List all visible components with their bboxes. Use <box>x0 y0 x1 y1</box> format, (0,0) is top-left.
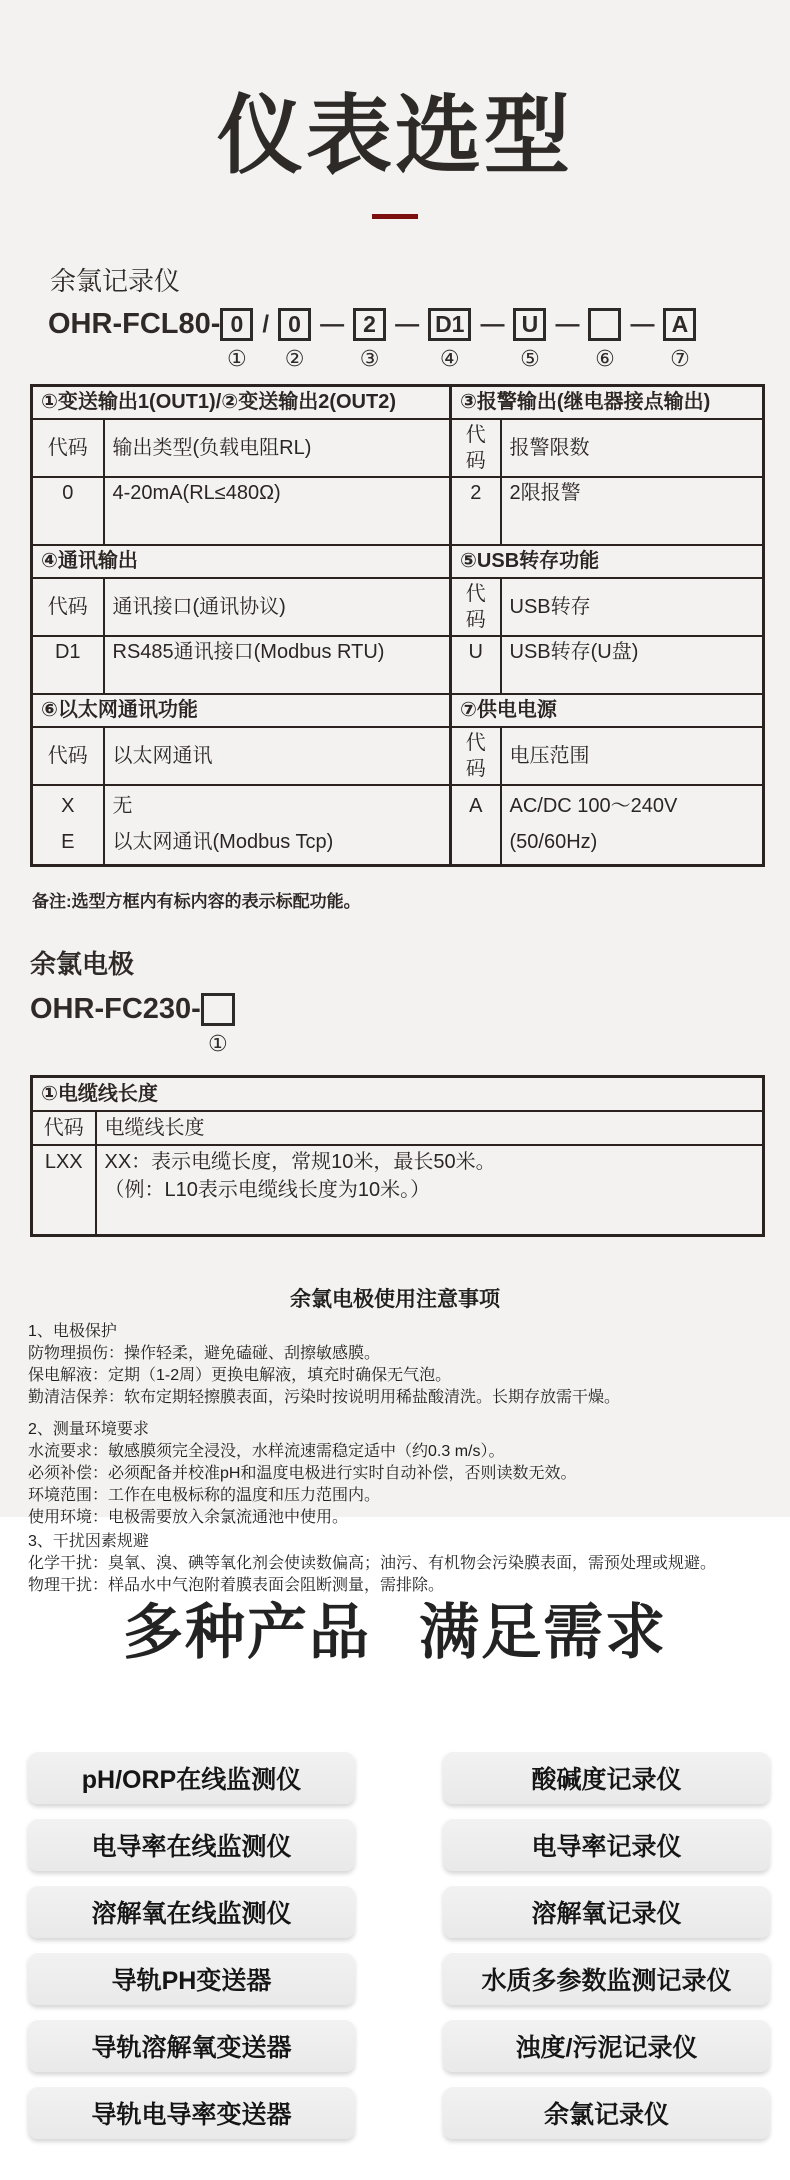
note-line: 环境范围：工作在电极标称的温度和压力范围内。 <box>28 1486 381 1504</box>
table-cell-code <box>451 785 501 866</box>
note-line: 化学干扰：臭氧、溴、碘等氧化剂会使读数偏高；油污、有机物会污染膜表面，需预处理或规避。 <box>28 1554 717 1572</box>
table-cell-code: LXX <box>32 1145 96 1236</box>
desc-e: 以太网通讯(Modbus Tcp) <box>112 830 334 853</box>
model-separator-1: / <box>262 310 270 338</box>
model-box-6 <box>588 308 621 341</box>
recorder-series-label: 余氯记录仪 <box>50 265 181 296</box>
section2-left-col-header: 通讯接口(通讯协议) <box>104 578 451 636</box>
selection-table <box>30 384 765 867</box>
model-separator-6: — <box>630 310 655 338</box>
section1-left-col-header: 输出类型(负载电阻RL) <box>104 419 451 477</box>
product-button-turbidity-recorder[interactable]: 浊度/污泥记录仪 <box>443 2019 770 2072</box>
table-cell-code: D1 <box>32 636 104 694</box>
product-button-rail-ph-transmitter[interactable]: 导轨PH变送器 <box>28 1952 355 2005</box>
products-grid <box>28 1751 762 2139</box>
electrode-series-label: 余氯电极 <box>30 948 135 979</box>
power-line-1: AC/DC 100～240V <box>509 794 678 817</box>
note-line: 保电解液：定期（1-2周）更换电解液，填充时确保无气泡。 <box>28 1366 452 1384</box>
model-index-6: ⑥ <box>595 345 615 371</box>
note-line: 防物理损伤：操作轻柔，避免磕碰、刮擦敏感膜。 <box>28 1344 381 1362</box>
product-button-rail-do-transmitter[interactable]: 导轨溶解氧变送器 <box>28 2019 355 2072</box>
table-cell-desc <box>501 785 764 866</box>
section3-left-col-header: 以太网通讯 <box>104 727 451 785</box>
note-line: 2、测量环境要求 <box>28 1420 149 1438</box>
products-section <box>0 1517 790 2180</box>
model-box-5: U <box>513 308 546 341</box>
model-separator-2: — <box>320 310 345 338</box>
note-line: 3、干扰因素规避 <box>28 1532 149 1550</box>
model-segment-6 <box>588 308 621 370</box>
section3-left-header: ⑥以太网通讯功能 <box>32 694 451 727</box>
note-line: 水流要求：敏感膜须完全浸没，水样流速需稳定适中（约0.3 m/s）。 <box>28 1442 505 1460</box>
code-header: 代码 <box>451 578 501 636</box>
electrode-model-box <box>201 993 235 1026</box>
section1-right-header: ③报警输出(继电器接点输出) <box>451 385 764 419</box>
section2-right-col-header: USB转存 <box>501 578 764 636</box>
table-cell-desc: 4-20mA(RL≤480Ω) <box>104 477 451 545</box>
products-title <box>0 1585 790 1671</box>
model-segment-5 <box>513 308 546 370</box>
code-header: 代码 <box>32 578 104 636</box>
product-button-ph-recorder[interactable]: 酸碱度记录仪 <box>443 1751 770 1804</box>
model-index-3: ③ <box>359 345 380 371</box>
model-index-7: ⑦ <box>670 345 690 371</box>
section1-right-col-header: 报警限数 <box>501 419 764 477</box>
table-cell-desc <box>104 785 451 866</box>
recorder-model-code <box>48 308 790 370</box>
code-header: 代码 <box>32 419 104 477</box>
product-button-dissolved-oxygen-recorder[interactable]: 溶解氧记录仪 <box>443 1885 770 1938</box>
title-underline <box>372 214 418 219</box>
product-button-conductivity-recorder[interactable]: 电导率记录仪 <box>443 1818 770 1871</box>
model-segment-4 <box>428 308 471 370</box>
cable-length-table <box>30 1075 765 1237</box>
model-box-1: 0 <box>220 308 253 341</box>
note-line: 必须补偿：必须配备并校准pH和温度电极进行实时自动补偿，否则读数无效。 <box>28 1464 577 1482</box>
model-segment-7 <box>663 308 696 370</box>
product-button-residual-chlorine-recorder[interactable]: 余氯记录仪 <box>443 2086 770 2139</box>
note-line: 物理干扰：样品水中气泡附着膜表面会阻断测量，需排除。 <box>28 1576 445 1594</box>
table-cell-code: 0 <box>32 477 104 545</box>
model-index-1: ① <box>227 345 247 371</box>
model-segment-3 <box>353 308 386 370</box>
model-index-2: ② <box>284 345 305 371</box>
electrode-model-segment <box>201 993 235 1055</box>
product-button-conductivity-monitor[interactable]: 电导率在线监测仪 <box>28 1818 355 1871</box>
code-header: 代码 <box>32 727 104 785</box>
table-cell-code <box>32 785 104 866</box>
electrode-model-index: ① <box>207 1030 228 1056</box>
remark-note: 备注:选型方框内有标内容的表示标配功能。 <box>32 891 361 911</box>
power-line-2: (50/60Hz) <box>509 830 598 853</box>
code-header: 代码 <box>32 1111 96 1145</box>
note-line: 勤清洁保养：软布定期轻擦膜表面，污染时按说明用稀盐酸清洗。长期存放需干燥。 <box>28 1388 621 1406</box>
product-button-dissolved-oxygen-monitor[interactable]: 溶解氧在线监测仪 <box>28 1885 355 1938</box>
note-line: 1、电极保护 <box>28 1322 117 1340</box>
table-cell-code: U <box>451 636 501 694</box>
note-line: 使用环境：电极需要放入余氯流通池中使用。 <box>28 1508 349 1526</box>
table-cell-desc: USB转存(U盘) <box>501 636 764 694</box>
model-box-7: A <box>663 308 696 341</box>
products-title-right: 满足需求 <box>419 1599 667 1666</box>
model-box-2: 0 <box>278 308 311 341</box>
model-box-3: 2 <box>353 308 386 341</box>
electrode-model-prefix: OHR-FC230- <box>30 992 201 1025</box>
code-x: X <box>61 794 75 817</box>
products-title-left: 多种产品 <box>123 1599 371 1666</box>
product-button-multiparameter-recorder[interactable]: 水质多参数监测记录仪 <box>443 1952 770 2005</box>
code-header: 代码 <box>451 419 501 477</box>
table-cell-code: 2 <box>451 477 501 545</box>
section3-right-col-header: 电压范围 <box>501 727 764 785</box>
table-cell-desc: RS485通讯接口(Modbus RTU) <box>104 636 451 694</box>
code-header: 代码 <box>451 727 501 785</box>
model-separator-4: — <box>480 310 505 338</box>
model-index-4: ④ <box>439 345 460 371</box>
model-index-5: ⑤ <box>520 345 540 371</box>
model-segment-1 <box>220 308 253 370</box>
cable-table-header: ①电缆线长度 <box>32 1076 764 1111</box>
model-separator-3: — <box>395 310 420 338</box>
cable-desc-line-1: XX：表示电缆长度，常规10米，最长50米。 <box>104 1150 496 1173</box>
code-e: E <box>61 830 75 853</box>
model-segment-2 <box>278 308 311 370</box>
electrode-model-code <box>30 993 790 1055</box>
section1-left-header: ①变送输出1(OUT1)/②变送输出2(OUT2) <box>32 385 451 419</box>
table-cell-desc <box>96 1145 764 1236</box>
desc-x: 无 <box>112 794 133 817</box>
usage-notes <box>28 1321 762 1597</box>
model-separator-5: — <box>555 310 580 338</box>
code-a: A <box>469 794 483 817</box>
product-button-ph-orp-monitor[interactable]: pH/ORP在线监测仪 <box>28 1751 355 1804</box>
section2-left-header: ④通讯输出 <box>32 545 451 578</box>
section2-right-header: ⑤USB转存功能 <box>451 545 764 578</box>
model-box-4: D1 <box>428 308 471 341</box>
section3-right-header: ⑦供电电源 <box>451 694 764 727</box>
cable-col-header: 电缆线长度 <box>96 1111 764 1145</box>
cable-desc-line-2: （例：L10表示电缆线长度为10米。） <box>104 1178 431 1201</box>
page-title: 仪表选型 <box>217 88 573 184</box>
model-prefix: OHR-FCL80- <box>48 307 221 340</box>
table-cell-desc: 2限报警 <box>501 477 764 545</box>
product-button-rail-conductivity-transmitter[interactable]: 导轨电导率变送器 <box>28 2086 355 2139</box>
usage-notes-title: 余氯电极使用注意事项 <box>290 1287 500 1311</box>
